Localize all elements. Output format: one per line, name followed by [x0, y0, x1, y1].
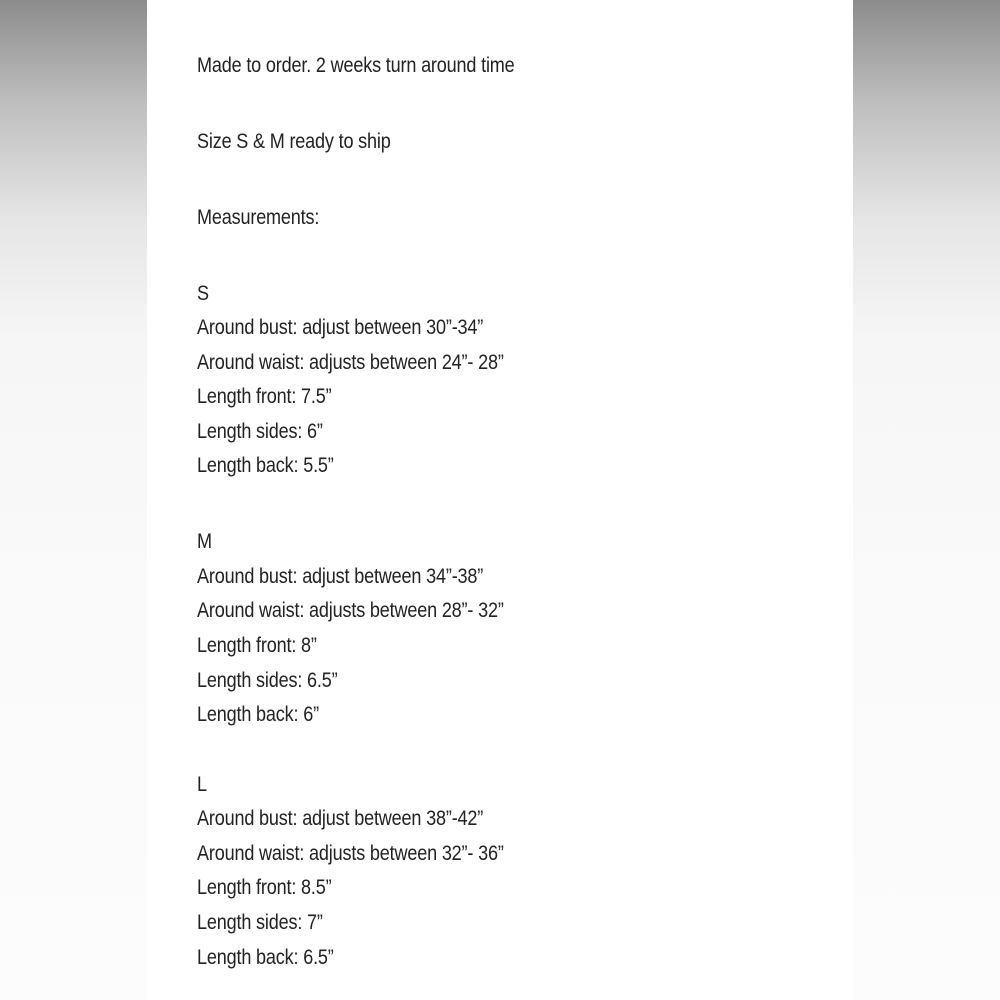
size-m-bust: Around bust: adjust between 34”-38”	[197, 565, 484, 588]
size-l-bust: Around bust: adjust between 38”-42”	[197, 807, 484, 830]
size-s-length-back: Length back: 5.5”	[197, 454, 334, 477]
size-s-heading: S	[197, 282, 209, 305]
left-backdrop	[0, 0, 147, 1000]
size-l-heading: L	[197, 773, 207, 796]
size-l-waist: Around waist: adjusts between 32”- 36”	[197, 842, 504, 865]
size-m-length-back: Length back: 6”	[197, 703, 319, 726]
ready-to-ship-text: Size S & M ready to ship	[197, 130, 391, 153]
size-s-waist: Around waist: adjusts between 24”- 28”	[197, 351, 504, 374]
size-m-waist: Around waist: adjusts between 28”- 32”	[197, 599, 504, 622]
size-m-length-sides: Length sides: 6.5”	[197, 669, 338, 692]
size-l-length-front: Length front: 8.5”	[197, 876, 332, 899]
size-s-length-front: Length front: 7.5”	[197, 385, 332, 408]
size-l-length-sides: Length sides: 7”	[197, 911, 323, 934]
size-s-length-sides: Length sides: 6”	[197, 420, 323, 443]
size-m-heading: M	[197, 530, 212, 553]
right-backdrop	[853, 0, 1000, 1000]
size-l-length-back: Length back: 6.5”	[197, 946, 334, 969]
made-to-order-text: Made to order. 2 weeks turn around time	[197, 54, 515, 77]
size-s-bust: Around bust: adjust between 30”-34”	[197, 316, 484, 339]
measurements-heading: Measurements:	[197, 206, 320, 229]
size-m-length-front: Length front: 8”	[197, 634, 317, 657]
